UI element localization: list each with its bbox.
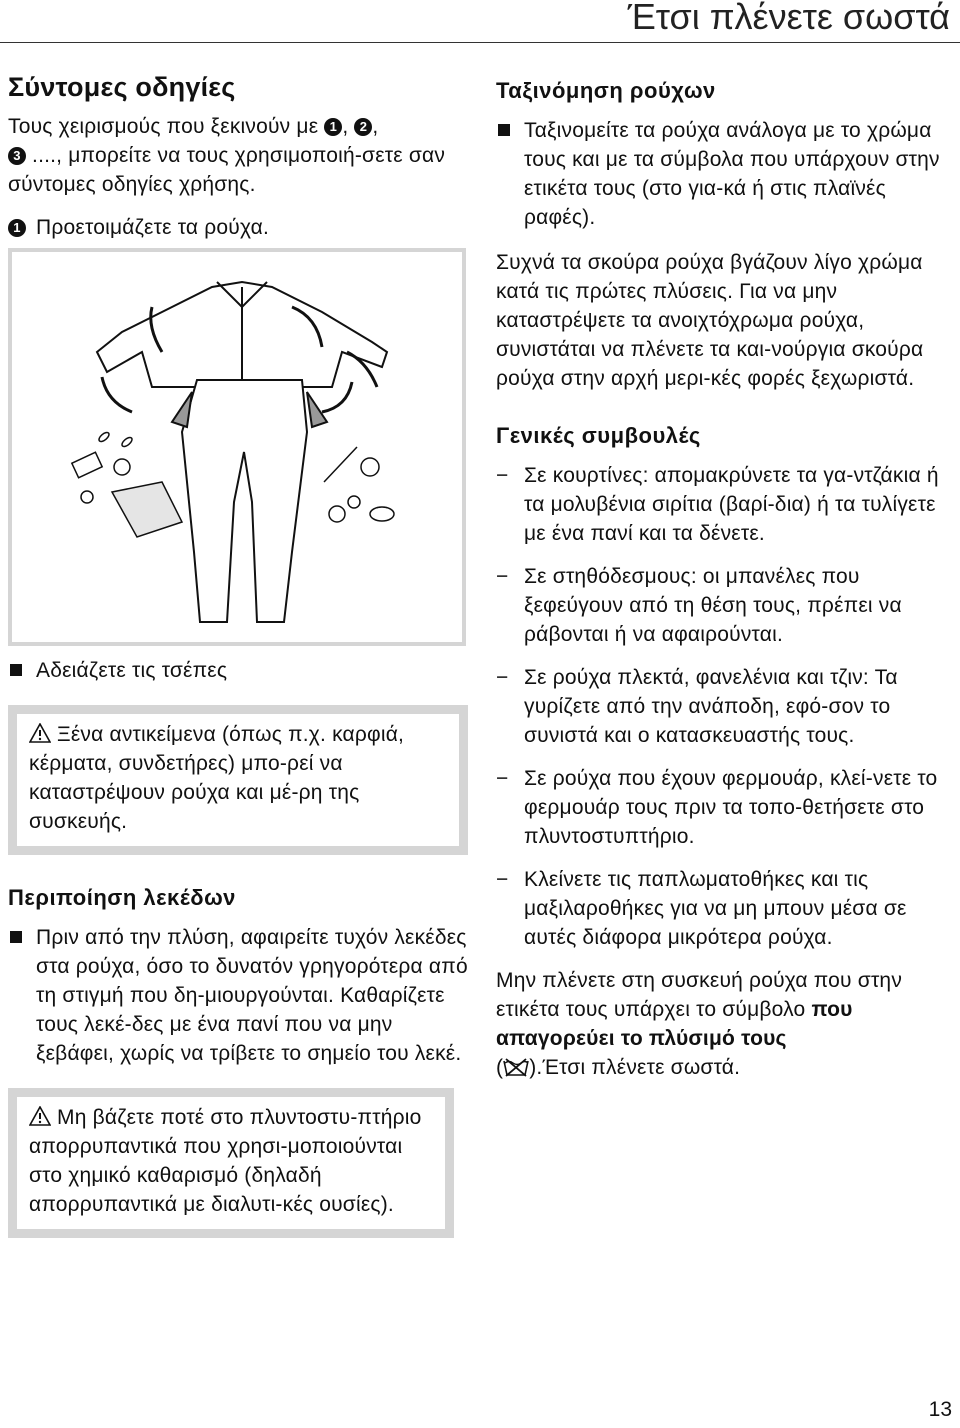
step-number-icon: 1: [8, 219, 26, 237]
square-bullet-icon: [498, 124, 510, 136]
step-1: [8, 213, 468, 242]
square-bullet-icon: [10, 664, 22, 676]
do-not-wash-text: Μην πλένετε στη συσκευή ρούχα που στην ετικέτα τους υπάρχει το σύμβολο: [496, 969, 903, 1021]
list-item: [496, 865, 951, 952]
intro-text-a: Τους χειρισμούς που ξεκινούν με: [8, 115, 319, 138]
warning-triangle-icon: [29, 1106, 51, 1126]
tip-text: Σε ρούχα που έχουν φερμουάρ, κλεί-νετε το φερμουάρ τους πριν τα τοπο-θετήσετε στο πλυντοστυπτήριο.: [524, 767, 938, 848]
stain-care-text: Πριν από την πλύση, αφαιρείτε τυχόν λεκέδες στα ρούχα, όσο το δυνατόν γρηγορότερα από τη στιγμή που δη-μιουργούνται. Καθαρίζετε τους λεκέ-δες με ένα πανί που να μην ξεβάφει, χωρίς να τρίβετε το σημείο του λεκέ.: [36, 926, 468, 1065]
step-1-text: Προετοιμάζετε τα ρούχα.: [36, 216, 270, 239]
step-number-3-icon: 3: [8, 147, 26, 165]
tip-text: Σε ρούχα πλεκτά, φανελένια και τζιν: Τα γυρίζετε από την ανάποδη, εφό-σον το συνιστά και ο κατασκευαστής τους.: [524, 666, 898, 747]
tip-text: Σε κουρτίνες: απομακρύνετε τα γα-ντζάκια ή τα μολυβένια σιρίτια (βαρί-δια) ή τα τυλίγετε με ένα πανί και τα δένετε.: [524, 464, 939, 545]
tip-text: Σε στηθόδεσμους: οι μπανέλες που ξεφεύγουν από τη θέση τους, πρέπει να ράβονται ή να αφαιρούνται.: [524, 565, 902, 646]
list-item: [496, 461, 951, 548]
do-not-wash-tail: Έτσι πλένετε σωστά.: [542, 1056, 741, 1079]
warning-box-solvents: [8, 1088, 454, 1238]
sorting-bullet: [496, 116, 951, 232]
dash-bullet-icon: −: [496, 767, 509, 790]
sorting-heading: Ταξινόμηση ρούχων: [496, 78, 716, 103]
general-tips-heading: Γενικές συμβουλές: [496, 423, 701, 448]
header-rule: [0, 42, 960, 43]
right-column: [496, 76, 951, 1082]
left-column: [8, 70, 468, 1238]
general-tips-list: [496, 461, 951, 952]
do-not-wash-paragraph: [496, 966, 951, 1082]
do-not-wash-bold-text: που απαγορεύει το πλύσιμό τους: [496, 998, 853, 1050]
sorting-bullet-text: Ταξινομείτε τα ρούχα ανάλογα με το χρώμα τους και με τα σύμβολα που υπάρχουν στην ετικέτα τους (στο για-κά ή στις πλαϊνές ραφές).: [524, 119, 940, 229]
stain-care-heading: Περιποίηση λεκέδων: [8, 885, 236, 910]
dash-bullet-icon: −: [496, 464, 509, 487]
sorting-paragraph: Συχνά τα σκούρα ρούχα βγάζουν λίγο χρώμα κατά τις πρώτες πλύσεις. Για να μην καταστρέψετε τα ανοιχτόχρωμα ρούχα, συνιστάται να πλένετε τα και-νούργια σκούρα ρούχα στην αρχή μερι-κές φορές ξεχωριστά.: [496, 251, 924, 390]
intro-separator-1: ,: [342, 115, 349, 138]
warning-solvents-text: Μη βάζετε ποτέ στο πλυντοστυ-πτήριο απορρυπαντικά που χρησι-μοποιούνται στο χημικό καθαρισμό (δηλαδή απορρυπαντικά με διαλυτι-κές ουσίες).: [29, 1106, 422, 1216]
step-number-2-icon: 2: [354, 118, 372, 136]
quick-guide-heading: Σύντομες οδηγίες: [8, 72, 236, 102]
warning-box-foreign-objects: [8, 705, 468, 855]
empty-pockets-bullet: [8, 656, 468, 685]
empty-pockets-text: Αδειάζετε τις τσέπες: [36, 659, 228, 682]
dash-bullet-icon: −: [496, 868, 509, 891]
tip-text: Κλείνετε τις παπλωματοθήκες και τις μαξιλαροθήκες για να μη μπουν μέσα σε αυτές διάφορα μικρότερα ρούχα.: [524, 868, 907, 949]
dash-bullet-icon: −: [496, 565, 509, 588]
quick-guide-intro: [8, 112, 468, 199]
list-item: [496, 764, 951, 851]
square-bullet-icon: [10, 931, 22, 943]
no-wash-symbol-icon: [503, 1057, 529, 1077]
emptying-pockets-illustration: [8, 248, 466, 646]
stain-care-bullet: [8, 923, 468, 1068]
list-item: [496, 562, 951, 649]
page-header-title: Έτσι πλένετε σωστά: [627, 0, 950, 37]
list-item: [496, 663, 951, 750]
symbol-open-paren: (: [496, 1056, 504, 1079]
step-number-1-icon: 1: [324, 118, 342, 136]
clothes-illustration-icon: [12, 252, 462, 642]
intro-text-b: ...., μπορείτε να τους χρησιμοποιή-σετε σαν σύντομες οδηγίες χρήσης.: [8, 144, 446, 196]
warning-foreign-objects-text: Ξένα αντικείμενα (όπως π.χ. καρφιά, κέρματα, συνδετήρες) μπο-ρεί να καταστρέψουν ρούχα και μέ-ρη της συσκευής.: [29, 723, 405, 833]
page-number: 13: [928, 1398, 952, 1421]
warning-triangle-icon: [29, 723, 51, 743]
intro-separator-2: ,: [372, 115, 379, 138]
symbol-close-paren: ).: [529, 1056, 543, 1079]
dash-bullet-icon: −: [496, 666, 509, 689]
